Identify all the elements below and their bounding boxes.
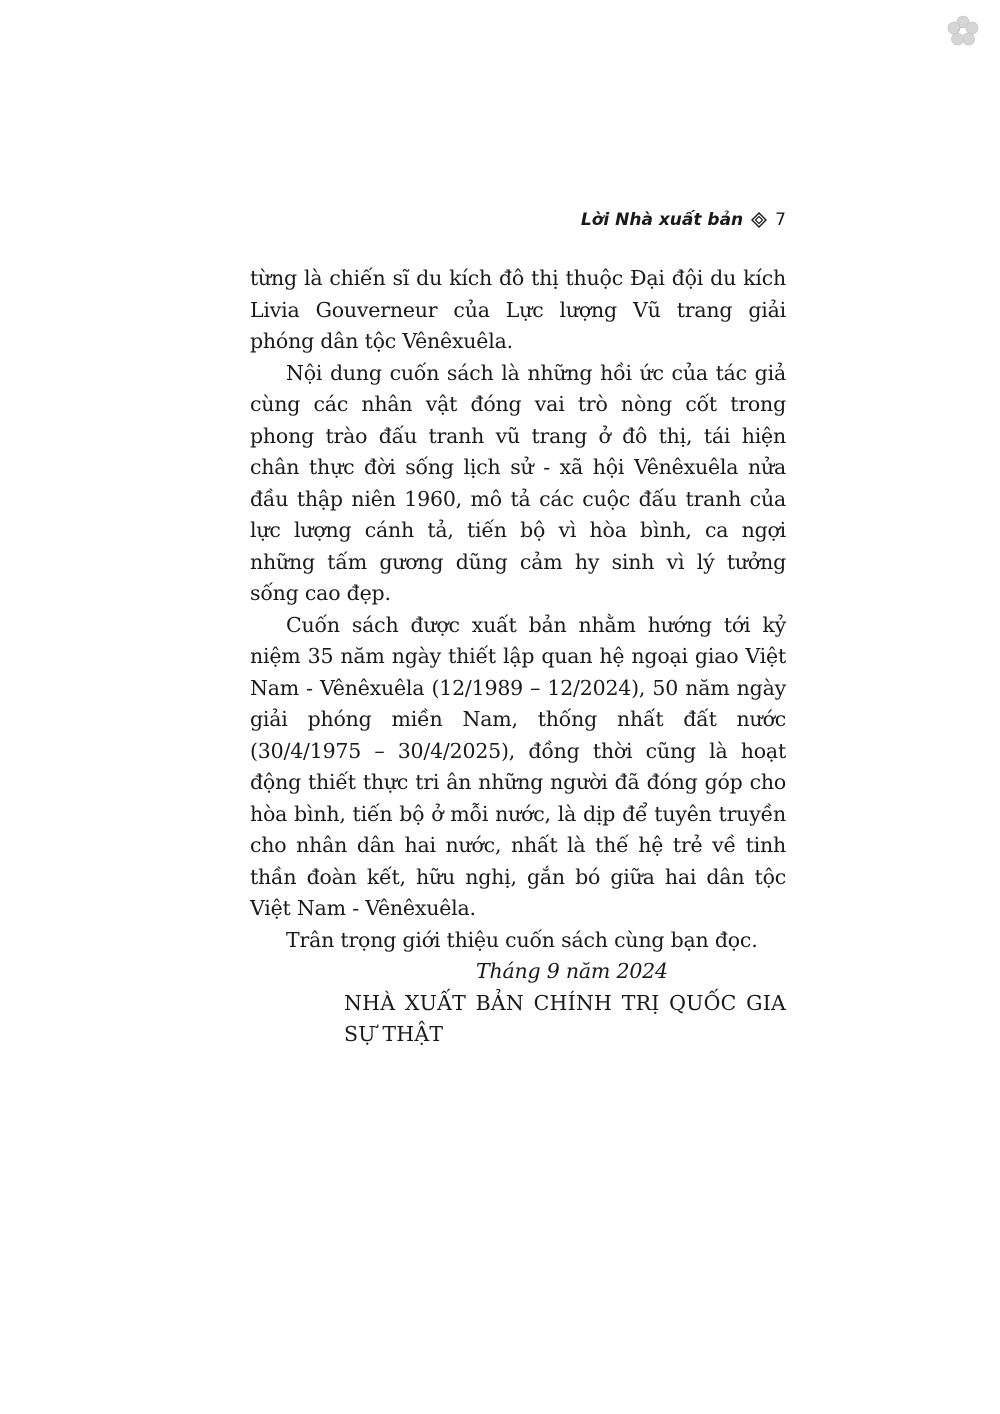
- closing-line: Trân trọng giới thiệu cuốn sách cùng bạn đọc.: [286, 927, 758, 952]
- paragraph-publication-purpose: Cuốn sách được xuất bản nhằm hướng tới kỷ niệm 35 năm ngày thiết lập quan hệ ngoại giao Việt Nam - Vênêxuêla (12/1989 – 12/2024), 50 năm ngày giải phóng miền Nam, thống nhất đất nước (30/4/1975 – 30/4/2025), đồng thời cũng là hoạt động thiết thực tri ân những người đã đóng góp cho hòa bình, tiến bộ ở mỗi nước, là dịp để tuyên truyền cho nhân dân hai nước, nhất là thế hệ trẻ về tinh thần đoàn kết, hữu nghị, gắn bó giữa hai dân tộc Việt Nam - Vênêxuêla.: [250, 612, 786, 920]
- paragraph-content-summary: Nội dung cuốn sách là những hồi ức của tác giả cùng các nhân vật đóng vai trò nòng cốt trong phong trào đấu tranh vũ trang ở đô thị, tái hiện chân thực đời sống lịch sử - xã hội Vênêxuêla nửa đầu thập niên 1960, mô tả các cuộc đấu tranh của lực lượng cánh tả, tiến bộ vì hòa bình, ca ngợi những tấm gương dũng cảm hy sinh vì lý tưởng sống cao đẹp.: [250, 360, 786, 605]
- publisher-signature: NHÀ XUẤT BẢN CHÍNH TRỊ QUỐC GIA SỰ THẬT: [344, 990, 786, 1046]
- paragraph-continuation: từng là chiến sĩ du kích đô thị thuộc Đại đội du kích Livia Gouverneur của Lực lượng Vũ trang giải phóng dân tộc Vênêxuêla.: [250, 266, 786, 353]
- running-header: [581, 210, 786, 230]
- diamond-icon: [751, 212, 767, 228]
- page-number: 7: [775, 210, 786, 230]
- section-title: Lời Nhà xuất bản: [580, 210, 744, 230]
- date-line: Tháng 9 năm 2024: [476, 959, 668, 983]
- body-text: [250, 263, 786, 1051]
- flower-icon: [946, 14, 980, 48]
